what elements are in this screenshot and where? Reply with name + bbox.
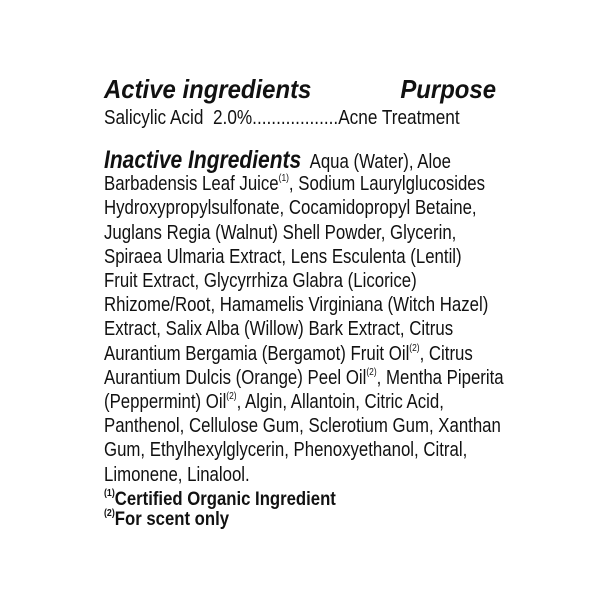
- ingredient-line: [104, 463, 250, 487]
- ingredient-line: [104, 196, 477, 220]
- ingredient-text: (Peppermint) Oil: [104, 391, 227, 413]
- ingredient-text: Juglans Regia (Walnut) Shell Powder, Glycerin,: [104, 221, 457, 244]
- ingredient-text: , Citrus: [419, 342, 473, 365]
- ingredient-text: Limonene, Linalool.: [104, 463, 250, 486]
- ingredient-text: Rhizome/Root, Hamamelis Virginiana (Witch Hazel): [104, 294, 489, 317]
- ingredient-text: Hydroxypropylsulfonate, Cocamidopropyl Betaine,: [104, 197, 477, 220]
- ingredient-line: [104, 317, 453, 341]
- footnote-reference: (2): [366, 366, 377, 378]
- active-ingredients-heading: Active ingredients: [104, 74, 312, 104]
- ingredient-text: Panthenol, Cellulose Gum, Sclerotium Gum, Xanthan: [104, 415, 501, 438]
- ingredient-text: , Sodium Laurylglucosides: [288, 173, 486, 196]
- ingredient-line: [104, 148, 451, 174]
- ingredient-line: [104, 172, 485, 196]
- footnote-mark: (1): [104, 488, 115, 499]
- ingredient-line: [104, 269, 417, 293]
- footnote-reference: (1): [278, 173, 289, 185]
- ingredient-line: [104, 342, 473, 366]
- ingredient-text: , Mentha Piperita: [376, 366, 504, 389]
- ingredient-text: Extract, Salix Alba (Willow) Bark Extract, Citrus: [104, 318, 454, 341]
- ingredient-text: Spiraea Ulmaria Extract, Lens Esculenta (Lentil): [104, 245, 462, 268]
- ingredient-text: , Algin, Allantoin, Citric Acid,: [236, 391, 444, 413]
- ingredient-line: [104, 438, 467, 462]
- active-ingredient-row: [104, 106, 460, 130]
- ingredient-text: Aurantium Dulcis (Orange) Peel Oil: [104, 366, 367, 389]
- ingredient-line: [104, 366, 504, 390]
- footnote-reference: (2): [226, 391, 237, 402]
- ingredient-text: Fruit Extract, Glycyrrhiza Glabra (Licorice): [104, 270, 417, 292]
- ingredient-text: Barbadensis Leaf Juice: [104, 173, 279, 196]
- active-ingredients-header: [104, 74, 496, 104]
- footnote-mark: (2): [104, 508, 115, 519]
- footnote-text: For scent only: [114, 509, 230, 530]
- ingredient-text: Aqua (Water), Aloe: [309, 151, 451, 173]
- ingredient-line: [104, 245, 462, 269]
- active-ingredient: Salicylic Acid 2.0%: [104, 107, 253, 129]
- footnote-text: Certified Organic Ingredient: [114, 489, 336, 510]
- ingredient-text: Aurantium Bergamia (Bergamot) Fruit Oil: [104, 342, 410, 365]
- footnote-reference: (2): [409, 342, 420, 354]
- inactive-ingredients-heading: Inactive Ingredients: [104, 146, 302, 174]
- ingredient-line: [104, 293, 488, 317]
- purpose-heading: Purpose: [400, 74, 496, 104]
- footnote-2: [104, 508, 229, 532]
- ingredient-text: Gum, Ethylhexylglycerin, Phenoxyethanol, Citral,: [104, 439, 468, 462]
- active-purpose: Acne Treatment: [338, 107, 460, 129]
- ingredient-line: [104, 414, 501, 438]
- leader-dots: ..................: [252, 107, 339, 129]
- ingredient-line: [104, 221, 456, 245]
- ingredient-line: [104, 390, 444, 414]
